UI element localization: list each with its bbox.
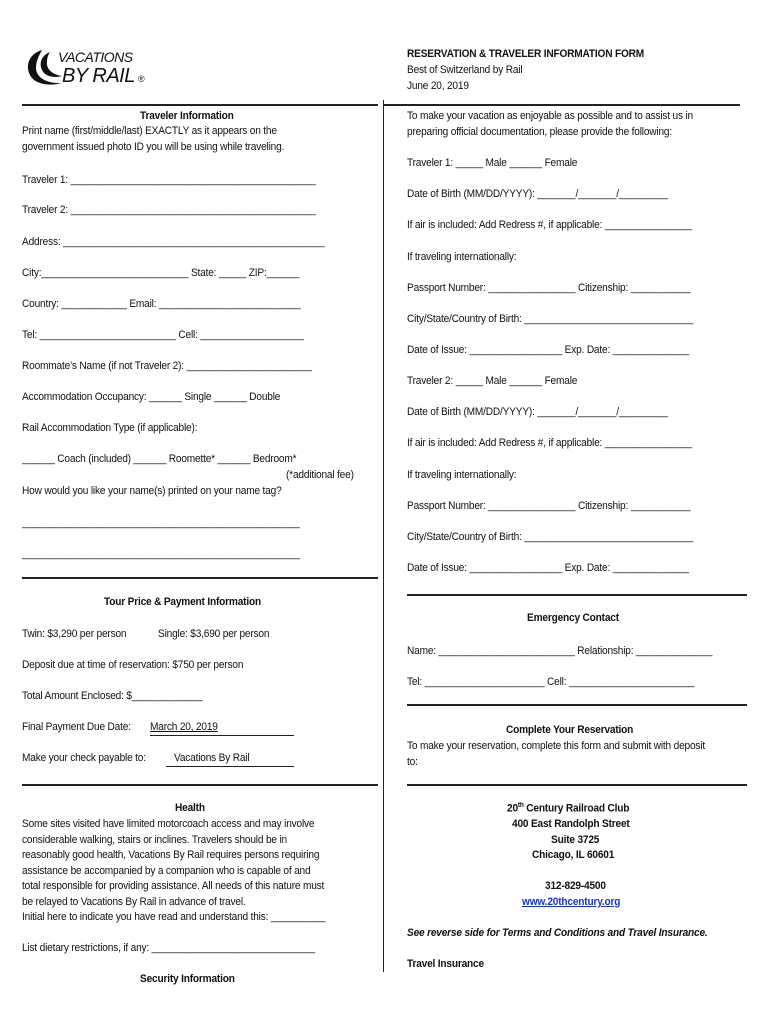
health-line-2: considerable walking, stairs or inclines. Travelers should be in [22, 834, 287, 846]
health-line-6: be relayed to Vacations By Rail in advance of travel. [22, 896, 246, 908]
traveler2-issue-field[interactable]: Date of Issue: _________________ Exp. Date: ______________ [407, 562, 689, 574]
check-payable-underline [166, 766, 294, 767]
complete-instructions-2: to: [407, 756, 418, 768]
health-line-1: Some sites visited have limited motorcoach access and may involve [22, 818, 315, 830]
complete-heading: Complete Your Reservation [506, 724, 634, 736]
svg-text:BY RAIL: BY RAIL [62, 65, 135, 87]
club-website-link[interactable]: www.20thcentury.org [522, 896, 621, 908]
intro-line-1: To make your vacation as enjoyable as possible and to assist us in [407, 110, 694, 122]
traveler-info-heading: Traveler Information [140, 110, 234, 122]
traveler1-issue-field[interactable]: Date of Issue: _________________ Exp. Date: ______________ [407, 344, 689, 356]
svg-text:VACATIONS: VACATIONS [58, 49, 133, 65]
club-name: 20th Century Railroad Club [507, 802, 630, 815]
svg-text:®: ® [138, 74, 145, 84]
single-price: Single: $3,690 per person [158, 628, 270, 640]
form-date: June 20, 2019 [407, 80, 469, 92]
tour-price-heading: Tour Price & Payment Information [104, 596, 262, 608]
name-tag-line-1[interactable]: ___________________________________________________ [22, 517, 300, 529]
traveler1-gender-field[interactable]: Traveler 1: _____ Male ______ Female [407, 157, 578, 169]
deposit-info: Deposit due at time of reservation: $750 per person [22, 659, 244, 671]
total-enclosed-field[interactable]: Total Amount Enclosed: $_____________ [22, 690, 203, 702]
final-date-underline [150, 735, 294, 736]
left-section-divider-2 [22, 784, 378, 786]
traveler1-birthplace-field[interactable]: City/State/Country of Birth: _______________________________ [407, 313, 694, 325]
traveler1-redress-field[interactable]: If air is included: Add Redress #, if applicable: ________________ [407, 219, 692, 231]
right-top-divider [384, 104, 740, 106]
traveler1-dob-field[interactable]: Date of Birth (MM/DD/YYYY): _______/_______/_________ [407, 188, 668, 200]
column-divider [383, 100, 384, 972]
club-phone: 312-829-4500 [545, 880, 606, 892]
form-title: RESERVATION & TRAVELER INFORMATION FORM [407, 48, 645, 60]
intro-line-2: preparing official documentation, please provide the following: [407, 126, 673, 138]
traveler2-intl-label: If traveling internationally: [407, 469, 517, 481]
right-section-divider-3 [407, 784, 747, 786]
rail-type-label: Rail Accommodation Type (if applicable): [22, 422, 198, 434]
city-state-zip-field[interactable]: City:___________________________ State: _____ ZIP:______ [22, 267, 300, 279]
traveler2-passport-field[interactable]: Passport Number: ________________ Citizenship: ___________ [407, 500, 691, 512]
print-name-instructions-1: Print name (first/middle/last) EXACTLY as it appears on the [22, 125, 277, 137]
club-street: 400 East Randolph Street [512, 818, 630, 830]
traveler2-redress-field[interactable]: If air is included: Add Redress #, if applicable: ________________ [407, 437, 692, 449]
address-field[interactable]: Address: ________________________________________________ [22, 236, 325, 248]
health-line-3: reasonably good health, Vacations By Rail requires persons requiring [22, 849, 320, 861]
check-payable-label: Make your check payable to: [22, 752, 146, 764]
left-top-divider [22, 104, 378, 106]
check-payable-value: Vacations By Rail [174, 752, 250, 764]
traveler2-birthplace-field[interactable]: City/State/Country of Birth: _______________________________ [407, 531, 694, 543]
final-payment-label: Final Payment Due Date: [22, 721, 131, 733]
twin-price: Twin: $3,290 per person [22, 628, 127, 640]
traveler1-intl-label: If traveling internationally: [407, 251, 517, 263]
reverse-side-note: See reverse side for Terms and Conditions and Travel Insurance. [407, 927, 708, 939]
country-email-field[interactable]: Country: ____________ Email: __________________________ [22, 298, 301, 310]
dietary-restrictions-field[interactable]: List dietary restrictions, if any: ______________________________ [22, 942, 316, 954]
tel-cell-field[interactable]: Tel: _________________________ Cell: ___________________ [22, 329, 304, 341]
left-section-divider-1 [22, 577, 378, 579]
additional-fee-note: (*additional fee) [286, 469, 354, 481]
traveler1-passport-field[interactable]: Passport Number: ________________ Citizenship: ___________ [407, 282, 691, 294]
emergency-heading: Emergency Contact [527, 612, 619, 624]
traveler1-name-field[interactable]: Traveler 1: _____________________________________________ [22, 174, 316, 186]
health-line-4: assistance be accompanied by a companion who is capable of and [22, 865, 311, 877]
health-line-5: total responsible for providing assistance. All needs of this nature must [22, 880, 325, 892]
final-payment-date: March 20, 2019 [150, 721, 218, 733]
rail-options-field[interactable]: ______ Coach (included) ______ Roomette* ______ Bedroom* [22, 453, 297, 465]
complete-instructions-1: To make your reservation, complete this form and submit with deposit [407, 740, 705, 752]
travel-insurance-heading: Travel Insurance [407, 958, 484, 970]
traveler2-name-field[interactable]: Traveler 2: _____________________________________________ [22, 204, 316, 216]
health-initial-field[interactable]: Initial here to indicate you have read and understand this: __________ [22, 911, 326, 923]
name-tag-question: How would you like your name(s) printed on your name tag? [22, 485, 282, 497]
club-suite: Suite 3725 [551, 834, 600, 846]
vacations-by-rail-logo [22, 46, 152, 90]
right-section-divider-2 [407, 704, 747, 706]
security-heading: Security Information [140, 973, 235, 985]
name-tag-line-2[interactable]: ___________________________________________________ [22, 548, 300, 560]
traveler2-dob-field[interactable]: Date of Birth (MM/DD/YYYY): _______/_______/_________ [407, 406, 668, 418]
health-heading: Health [175, 802, 205, 814]
emergency-name-field[interactable]: Name: _________________________ Relationship: ______________ [407, 645, 713, 657]
roommate-field[interactable]: Roommate’s Name (if not Traveler 2): _______________________ [22, 360, 312, 372]
club-city: Chicago, IL 60601 [532, 849, 615, 861]
traveler2-gender-field[interactable]: Traveler 2: _____ Male ______ Female [407, 375, 578, 387]
print-name-instructions-2: government issued photo ID you will be using while traveling. [22, 141, 285, 153]
tour-name: Best of Switzerland by Rail [407, 64, 523, 76]
emergency-tel-field[interactable]: Tel: ______________________ Cell: _______________________ [407, 676, 695, 688]
right-section-divider-1 [407, 594, 747, 596]
occupancy-field[interactable]: Accommodation Occupancy: ______ Single ______ Double [22, 391, 281, 403]
